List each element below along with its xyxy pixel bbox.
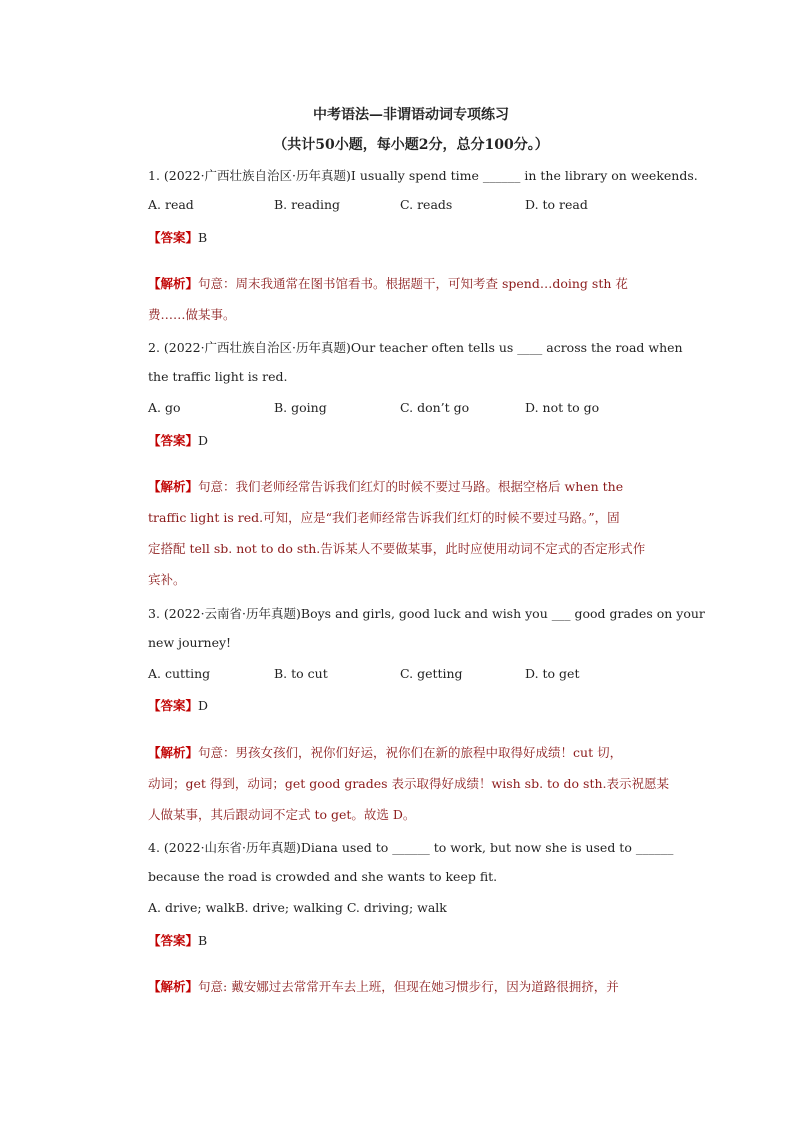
question-4-stem-line-1: 4. (2022·山东省·历年真题)Diana used to ______ to work, but now she is used to ______ bbox=[148, 840, 674, 855]
question-3-stem-line-1: 3. (2022·云南省·历年真题)Boys and girls, good luck and wish you ___ good grades on your bbox=[148, 606, 705, 621]
option-c: C. don’t go bbox=[400, 400, 470, 415]
explain-tag: 【解析】 bbox=[148, 745, 199, 760]
explanation-line: 定搭配 tell sb. not to do sth.告诉某人不要做某事，此时应使用动词不定式的否定形式作 bbox=[148, 541, 646, 556]
explanation-line: 句意：我们老师经常告诉我们红灯的时候不要过马路。根据空格后 when the bbox=[198, 479, 624, 494]
question-1-explanation bbox=[148, 268, 674, 330]
answer-value: B bbox=[198, 230, 208, 245]
explain-tag: 【解析】 bbox=[148, 276, 199, 291]
option-c: C. getting bbox=[400, 666, 463, 681]
question-3-stem-line-2: new journey! bbox=[148, 635, 232, 650]
option-b: B. to cut bbox=[274, 666, 328, 681]
question-1-stem: 1. (2022·广西壮族自治区·历年真题)I usually spend time ______ in the library on weekends. bbox=[148, 168, 698, 183]
question-4-explanation bbox=[148, 971, 674, 1002]
explanation-line: 句意: 戴安娜过去常常开车去上班，但现在她习惯步行，因为道路很拥挤，并 bbox=[198, 979, 619, 994]
question-2-explanation bbox=[148, 471, 674, 595]
answer-tag: 【答案】 bbox=[148, 230, 199, 245]
option-b: B. reading bbox=[274, 197, 341, 212]
question-4-options: A. drive; walkB. drive; walking C. driving; walk bbox=[148, 900, 447, 915]
document-title: 中考语法—非谓语动词专项练习 bbox=[313, 107, 509, 123]
option-d: D. not to go bbox=[525, 400, 600, 415]
question-4-answer bbox=[148, 931, 207, 949]
option-c: C. reads bbox=[400, 197, 453, 212]
answer-value: D bbox=[198, 433, 209, 448]
question-2-answer bbox=[148, 431, 208, 449]
option-a: A. read bbox=[148, 197, 194, 212]
explanation-line: 人做某事，其后跟动词不定式 to get。故选 D。 bbox=[148, 807, 416, 822]
option-d: D. to read bbox=[525, 197, 588, 212]
explanation-line: 句意：周末我通常在图书馆看书。根据题干，可知考查 spend…doing sth 花 bbox=[198, 276, 628, 291]
explain-tag: 【解析】 bbox=[148, 979, 199, 994]
answer-value: D bbox=[198, 698, 209, 713]
answer-tag: 【答案】 bbox=[148, 433, 199, 448]
answer-tag: 【答案】 bbox=[148, 933, 199, 948]
option-a: A. go bbox=[148, 400, 181, 415]
answer-tag: 【答案】 bbox=[148, 698, 199, 713]
explanation-line: 动词；get 得到，动词；get good grades 表示取得好成绩！wish sb. to do sth.表示祝愿某 bbox=[148, 776, 670, 791]
explanation-line: 句意：男孩女孩们，祝你们好运，祝你们在新的旅程中取得好成绩！cut 切， bbox=[198, 745, 623, 760]
question-3-explanation bbox=[148, 737, 674, 830]
question-4-stem-line-2: because the road is crowded and she wants to keep fit. bbox=[148, 869, 498, 884]
option-b: B. going bbox=[274, 400, 327, 415]
option-a: A. cutting bbox=[148, 666, 211, 681]
question-2-stem-line-1: 2. (2022·广西壮族自治区·历年真题)Our teacher often tells us ____ across the road when bbox=[148, 340, 683, 355]
option-d: D. to get bbox=[525, 666, 580, 681]
document-subtitle: （共计50小题，每小题2分，总分100分。） bbox=[273, 137, 549, 153]
explanation-line: 宾补。 bbox=[148, 572, 186, 587]
explanation-line: traffic light is red.可知，应是“我们老师经常告诉我们红灯的时候不要过马路。”，固 bbox=[148, 510, 620, 525]
answer-value: B bbox=[198, 933, 208, 948]
question-2-stem-line-2: the traffic light is red. bbox=[148, 369, 288, 384]
question-3-answer bbox=[148, 696, 208, 714]
explain-tag: 【解析】 bbox=[148, 479, 199, 494]
explanation-line: 费……做某事。 bbox=[148, 307, 236, 322]
question-1-answer bbox=[148, 228, 207, 246]
